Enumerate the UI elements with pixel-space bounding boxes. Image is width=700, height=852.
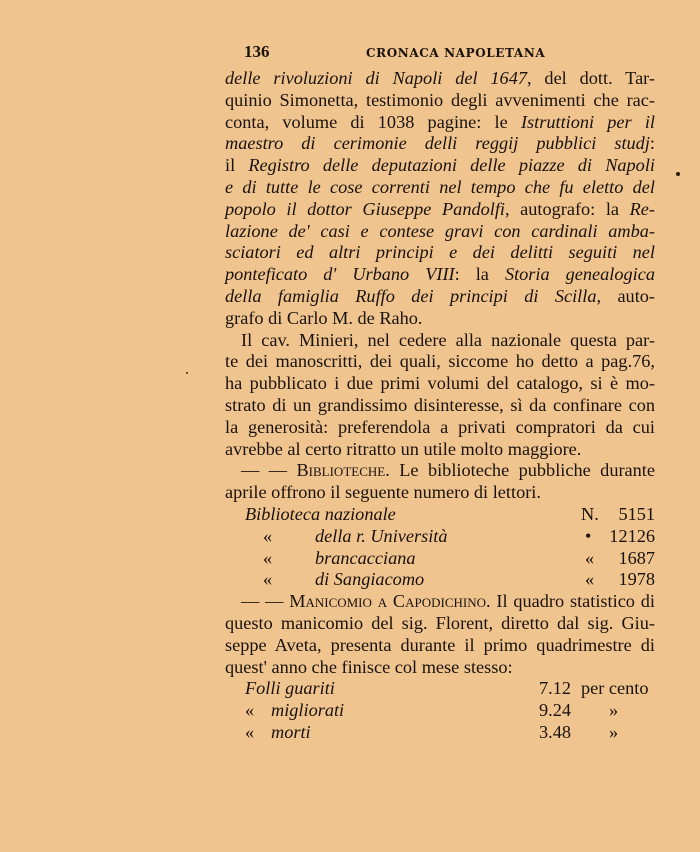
italic-text: lazione de' casi e contese gravi con cardinali amba- xyxy=(225,220,655,241)
text-run: te dei manoscritti, dei quali, siccome ho detto a pag.76, xyxy=(225,351,655,372)
margin-dot xyxy=(676,172,680,176)
italic-text: della famiglia Ruffo dei principi di Scilla xyxy=(225,285,597,306)
text-line xyxy=(225,613,655,635)
text-run: avrebbe al certo ritratto un utile molto maggiore. xyxy=(225,438,582,459)
table-row xyxy=(225,678,655,700)
text-run: strato di un grandissimo disinteresse, sì da confinare con xyxy=(225,394,655,415)
text-line xyxy=(225,264,655,286)
text-run: aprile offrono il seguente numero di lettori. xyxy=(225,482,541,503)
text-run: ha pubblicato i due primi volumi del catalogo, si è mo- xyxy=(225,373,655,394)
text-run: il xyxy=(225,155,249,176)
text-run: la generosità: preferendola a privati compratori da cui xyxy=(225,416,655,437)
text-line xyxy=(225,482,655,504)
text-line xyxy=(225,591,655,613)
library-name: di Sangiacomo xyxy=(315,569,425,590)
ditto-mark: « xyxy=(585,569,595,590)
smallcaps-heading: Manicomio a Capodichino. xyxy=(289,591,491,612)
ditto-mark: « xyxy=(245,721,255,742)
italic-text: ponteficato d' Urbano VIII xyxy=(225,264,455,285)
library-name: della r. Università xyxy=(315,525,448,546)
percentage-value: 7.12 xyxy=(539,678,571,699)
text-line xyxy=(225,373,655,395)
italic-text: e di tutte le cose correnti nel tempo che fu eletto del xyxy=(225,176,655,197)
paragraph-manuscripts xyxy=(225,68,655,330)
percentage-value: 9.24 xyxy=(539,700,571,721)
ditto-mark: « xyxy=(585,547,595,568)
text-run: , del dott. Tar- xyxy=(526,68,655,88)
patient-category: migliorati xyxy=(271,700,345,721)
text-run: grafo di Carlo M. de Raho. xyxy=(225,307,423,328)
text-line xyxy=(225,242,655,264)
text-line xyxy=(225,199,655,221)
table-row xyxy=(225,569,655,591)
paragraph-biblioteche xyxy=(225,460,655,504)
text-run: , auto- xyxy=(596,285,655,306)
ditto-mark: » xyxy=(609,721,619,742)
table-row xyxy=(225,722,655,744)
asylum-table xyxy=(225,678,655,743)
italic-text: popolo il dottor Giuseppe Pandolfi xyxy=(225,198,505,219)
text-line xyxy=(225,351,655,373)
text-run: — — xyxy=(241,460,297,481)
italic-text: Istruttioni per il xyxy=(520,111,656,132)
ditto-mark: « xyxy=(245,700,255,721)
text-run: , autografo: la xyxy=(504,198,630,219)
library-table xyxy=(225,504,655,591)
paragraph-minieri xyxy=(225,330,655,461)
text-line xyxy=(225,68,655,90)
running-title: CRONACA NAPOLETANA xyxy=(366,46,546,60)
italic-text: sciatori ed altri principi e dei delitti seguiti nel xyxy=(225,242,655,263)
text-line xyxy=(225,439,655,461)
text-line xyxy=(225,330,655,352)
text-line xyxy=(225,395,655,417)
text-run: Le biblioteche pubbliche durante xyxy=(389,460,655,481)
text-run: : xyxy=(649,133,655,154)
text-run: questo manicomio del sig. Florent, diretto dal sig. Giu- xyxy=(225,612,655,633)
reader-count: 1978 xyxy=(618,569,655,590)
patient-category: Folli guariti xyxy=(245,678,335,699)
paragraph-manicomio xyxy=(225,591,655,678)
ditto-mark: N. xyxy=(581,503,599,524)
page-header xyxy=(244,42,664,66)
ditto-mark: « xyxy=(263,569,273,590)
ditto-mark: « xyxy=(263,525,273,546)
text-line xyxy=(225,221,655,243)
text-line xyxy=(225,112,655,134)
text-run: : la xyxy=(454,264,505,285)
table-row xyxy=(225,700,655,722)
text-run: Il quadro statistico di xyxy=(490,591,655,612)
table-row xyxy=(225,548,655,570)
patient-category: morti xyxy=(271,721,311,742)
percentage-value: 3.48 xyxy=(539,721,571,742)
text-run: conta, volume di 1038 pagine: le xyxy=(225,111,521,132)
text-line xyxy=(225,308,655,330)
italic-text: delle rivoluzioni di Napoli del 1647 xyxy=(225,68,527,88)
text-line xyxy=(225,286,655,308)
body-text xyxy=(225,68,655,744)
library-name: Biblioteca nazionale xyxy=(245,503,396,524)
text-run: quinio Simonetta, testimonio degli avvenimenti che rac- xyxy=(225,89,655,110)
reader-count: 5151 xyxy=(618,503,655,524)
reader-count: 12126 xyxy=(609,525,655,546)
text-line xyxy=(225,133,655,155)
ditto-mark: « xyxy=(263,547,273,568)
italic-text: maestro di cerimonie delli reggij pubblici studj xyxy=(225,133,650,154)
text-run: Il cav. Minieri, nel cedere alla nazionale questa par- xyxy=(241,329,655,350)
table-row xyxy=(225,526,655,548)
text-line xyxy=(225,657,655,679)
smallcaps-heading: Biblioteche. xyxy=(296,460,390,481)
reader-count: 1687 xyxy=(618,547,655,568)
text-run: — — xyxy=(241,591,290,612)
text-line xyxy=(225,155,655,177)
text-line xyxy=(225,90,655,112)
text-line xyxy=(225,177,655,199)
page-number: 136 xyxy=(244,42,270,61)
text-line xyxy=(225,460,655,482)
margin-speck xyxy=(186,372,188,374)
percentage-unit: per cento xyxy=(581,678,649,699)
text-line xyxy=(225,635,655,657)
library-name: brancacciana xyxy=(315,547,416,568)
text-line xyxy=(225,417,655,439)
ditto-mark: • xyxy=(585,525,592,546)
italic-text: Storia genealogica xyxy=(504,264,655,285)
ditto-mark: » xyxy=(609,700,619,721)
italic-text: Re- xyxy=(629,198,655,219)
italic-text: Registro delle deputazioni delle piazze di Napoli xyxy=(248,155,655,176)
table-row xyxy=(225,504,655,526)
text-run: quest' anno che finisce col mese stesso: xyxy=(225,656,513,677)
text-run: seppe Aveta, presenta durante il primo quadrimestre di xyxy=(225,634,655,655)
